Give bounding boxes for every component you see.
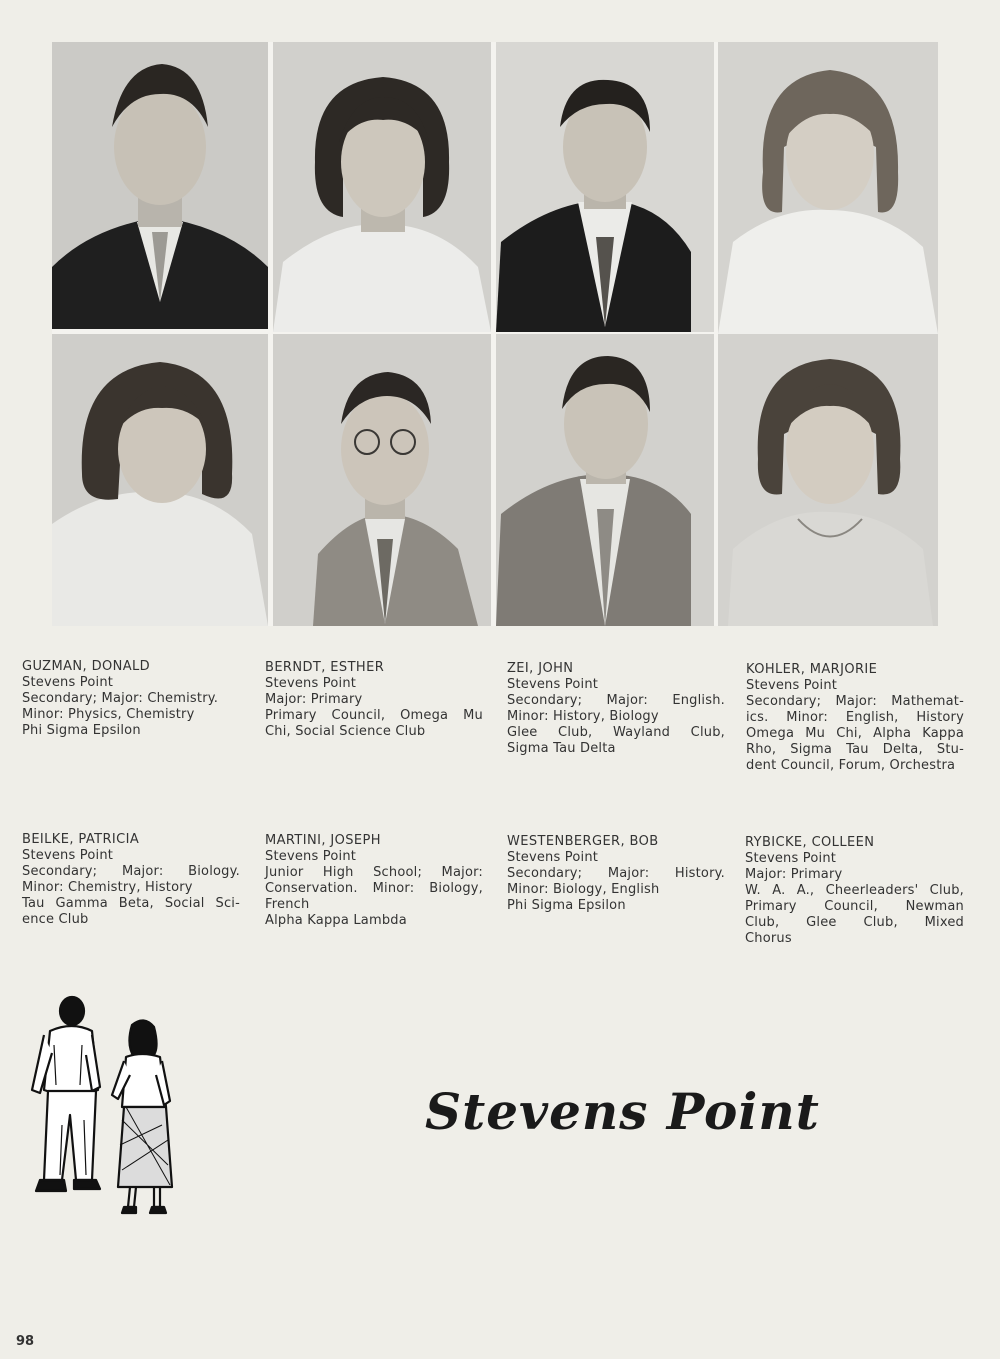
page-number: 98	[16, 1334, 35, 1349]
student-detail: Conservation. Minor: Biology,	[265, 881, 483, 896]
portrait-martini-joseph	[273, 334, 491, 626]
student-detail: Omega Mu Chi, Alpha Kappa	[746, 726, 964, 741]
student-detail: ics. Minor: English, History	[746, 710, 964, 725]
bio-martini-joseph	[265, 833, 483, 929]
student-detail: Secondary; Major: Biology.	[22, 864, 240, 879]
student-detail: Junior High School; Major:	[265, 865, 483, 880]
portrait-berndt-esther	[273, 42, 491, 332]
student-detail: Stevens Point	[265, 676, 357, 691]
student-detail: Stevens Point	[22, 675, 114, 690]
photo-grid	[52, 42, 938, 626]
student-detail: Phi Sigma Epsilon	[22, 723, 141, 738]
student-detail: Rho, Sigma Tau Delta, Stu-	[746, 742, 964, 757]
student-detail: Glee Club, Wayland Club,	[507, 725, 725, 740]
student-detail: dent Council, Forum, Orchestra	[746, 758, 956, 773]
student-detail: Chorus	[745, 931, 792, 946]
student-detail: Secondary; Major: English.	[507, 693, 725, 708]
portrait-zei-john	[496, 42, 714, 332]
bio-zei-john	[507, 661, 725, 757]
student-detail: Minor: Biology, English	[507, 882, 660, 897]
portrait-westenberger-bob	[496, 334, 714, 626]
student-name: BERNDT, ESTHER	[265, 660, 385, 675]
student-name: WESTENBERGER, BOB	[507, 834, 659, 849]
student-detail: Alpha Kappa Lambda	[265, 913, 407, 928]
student-detail: Secondary; Major: Mathemat-	[746, 694, 964, 709]
student-name: BEILKE, PATRICIA	[22, 832, 140, 847]
walking-couple-illustration	[22, 995, 182, 1220]
student-detail: Club, Glee Club, Mixed	[745, 915, 964, 930]
student-detail: Major: Primary	[265, 692, 363, 707]
student-detail: Minor: Physics, Chemistry	[22, 707, 195, 722]
page-title: Stevens Point	[425, 1082, 820, 1141]
student-detail: Stevens Point	[745, 851, 837, 866]
student-detail: Minor: Chemistry, History	[22, 880, 193, 895]
student-detail: Primary Council, Omega Mu	[265, 708, 483, 723]
student-detail: Sigma Tau Delta	[507, 741, 616, 756]
student-detail: ence Club	[22, 912, 89, 927]
student-detail: Secondary; Major: History.	[507, 866, 725, 881]
bio-beilke-patricia	[22, 832, 240, 928]
student-detail: Stevens Point	[507, 850, 599, 865]
student-detail: Tau Gamma Beta, Social Sci-	[22, 896, 240, 911]
portrait-kohler-marjorie	[718, 42, 938, 334]
student-detail: Primary Council, Newman	[745, 899, 964, 914]
student-detail: Minor: History, Biology	[507, 709, 659, 724]
bio-rybicke-colleen	[745, 835, 964, 947]
student-detail: Phi Sigma Epsilon	[507, 898, 626, 913]
bio-westenberger-bob	[507, 834, 725, 914]
student-detail: Stevens Point	[746, 678, 838, 693]
student-name: KOHLER, MARJORIE	[746, 662, 878, 677]
student-detail: Stevens Point	[265, 849, 357, 864]
student-name: RYBICKE, COLLEEN	[745, 835, 875, 850]
portrait-rybicke-colleen	[718, 334, 938, 626]
student-name: MARTINI, JOSEPH	[265, 833, 381, 848]
student-detail: Chi, Social Science Club	[265, 724, 426, 739]
student-detail: Stevens Point	[507, 677, 599, 692]
bio-guzman-donald	[22, 659, 240, 739]
student-detail: Stevens Point	[22, 848, 114, 863]
student-detail: French	[265, 897, 310, 912]
portrait-guzman-donald	[52, 42, 268, 329]
bio-berndt-esther	[265, 660, 483, 740]
portrait-beilke-patricia	[52, 334, 268, 626]
student-name: GUZMAN, DONALD	[22, 659, 151, 674]
bio-kohler-marjorie	[746, 662, 964, 774]
student-detail: Secondary; Major: Chemistry.	[22, 691, 219, 706]
student-name: ZEI, JOHN	[507, 661, 574, 676]
student-detail: Major: Primary	[745, 867, 843, 882]
student-detail: W. A. A., Cheerleaders' Club,	[745, 883, 964, 898]
